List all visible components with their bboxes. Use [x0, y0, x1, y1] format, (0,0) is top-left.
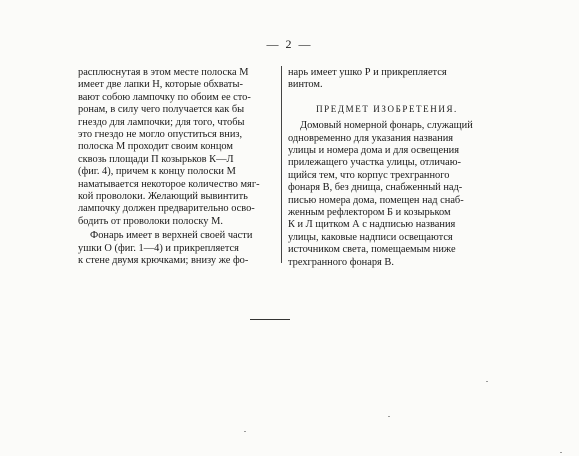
right-column: [288, 67, 486, 269]
scan-speck: [486, 381, 488, 382]
right-paragraph-2: Домовый номерной фонарь, служащий одновременно для указания названия улицы и номера дома и для освещения прилежащего участка улицы, отличаю- щийся тем, что корпус трехгранного фонаря В, без днища, снабженный над- писью номера дома, помещен над снаб- женным рефлектором Б и козырьком К и Л щитком А с надписью названия улицы, каковые надписи освещаются источником света, помещаемым ниже трехгранного фонаря В.: [288, 120, 473, 268]
scan-speck: [388, 416, 390, 417]
end-rule: [250, 319, 290, 320]
page-number: — 2 —: [266, 37, 313, 51]
scan-speck: [244, 431, 246, 432]
left-paragraph-2: Фонарь имеет в верхней своей части ушки О (фиг. 1—4) и прикрепляется к стене двумя крючками; внизу же фо-: [78, 230, 253, 267]
right-paragraph-1: нарь имеет ушко Р и прикрепляется винтом.: [288, 67, 447, 91]
left-paragraph-1: расплюснутая в этом месте полоска М имеет две лапки Н, которые обхваты- вают собою лампочку по обоим ее сто- ронам, в силу чего получается как бы гнездо для лампочки; для того, чтобы это гнездо не могло опуститься вниз, полоска М проходит своим концом сквозь площади П козырьков К—Л (фиг. 4), причем к концу полоски М наматывается некоторое количество мяг- кой проволоки. Желающий вывинтить лампочку должен предварительно осво- бодить от проволоки полоску М.: [78, 67, 260, 227]
section-heading: ПРЕДМЕТ ИЗОБРЕТЕНИЯ.: [316, 103, 458, 114]
scan-speck: [560, 452, 562, 453]
left-column: [78, 67, 274, 268]
column-divider: [281, 66, 282, 263]
